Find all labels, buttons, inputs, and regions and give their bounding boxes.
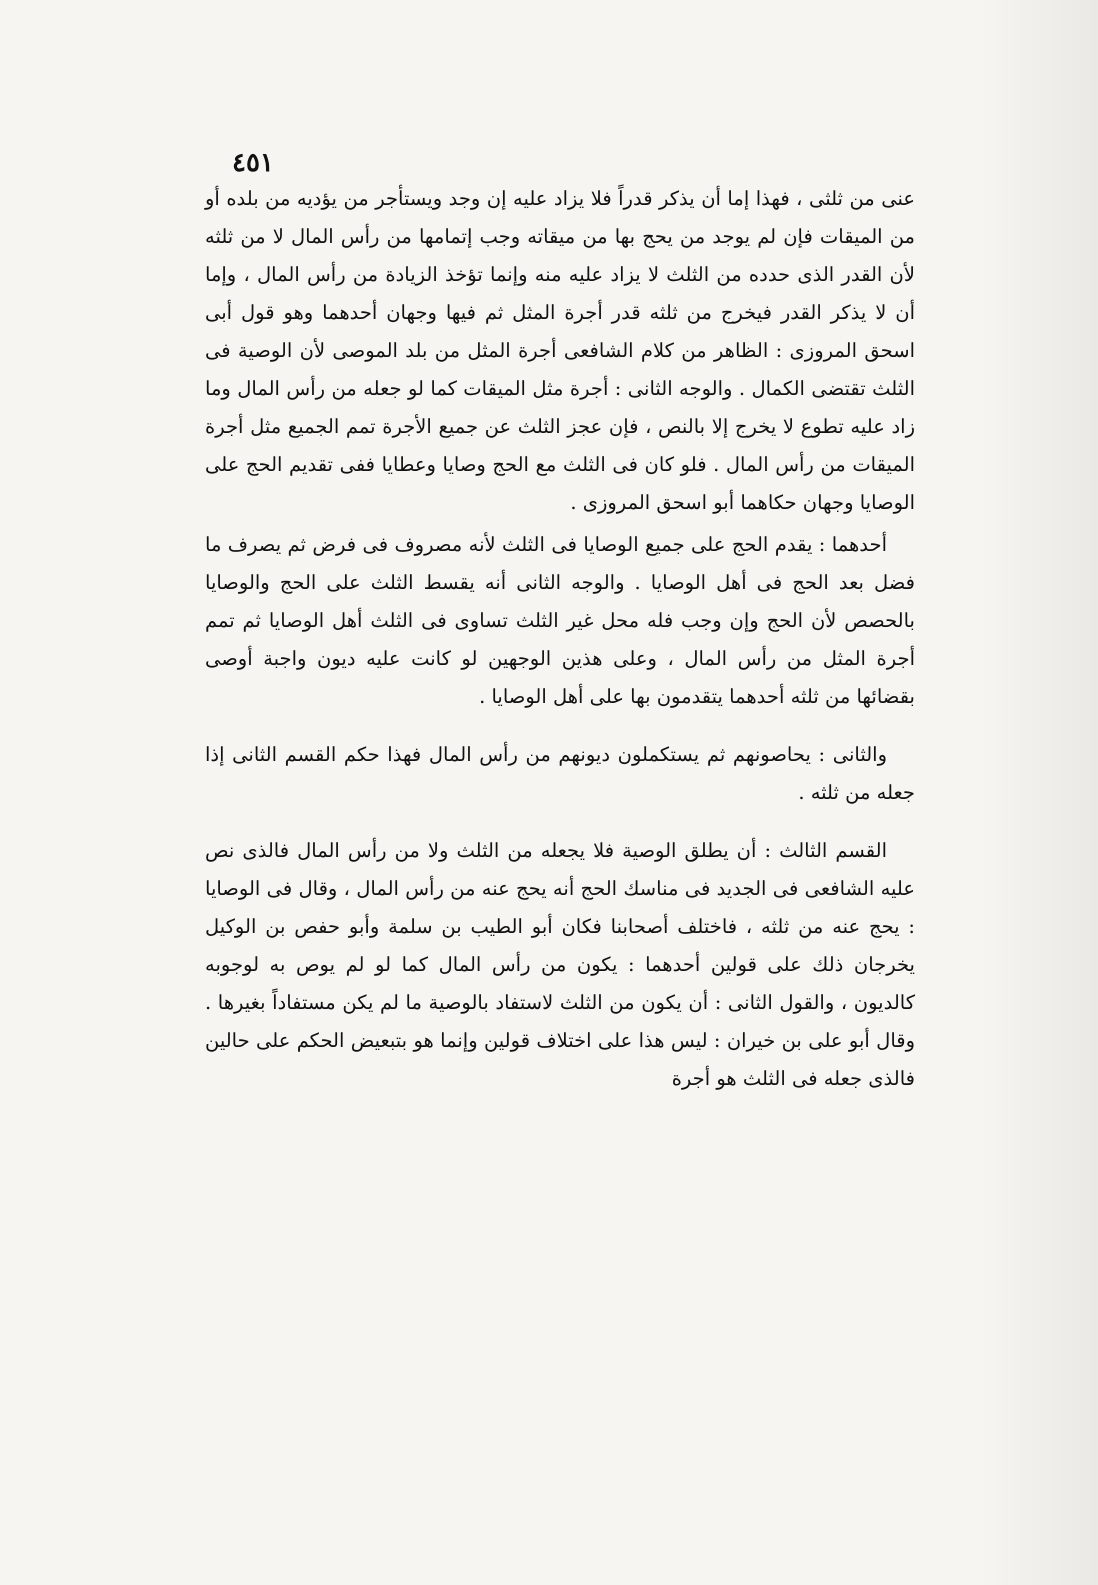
body-text xyxy=(205,180,915,1098)
paragraph: عنى من ثلثى ، فهذا إما أن يذكر قدراً فلا يزاد عليه إن وجد ويستأجر من يؤديه من بلده أو من الميقات فإن لم يوجد من يحج بها من ميقاته وجب إتمامها من رأس المال لا من ثلثه لأن القدر الذى حدده من الثلث لا يزاد عليه منه وإنما تؤخذ الزيادة من رأس المال ، وإما أن لا يذكر القدر فيخرج من ثلثه قدر أجرة المثل ثم فيها وجهان أحدهما وهو قول أبى اسحق المروزى : الظاهر من كلام الشافعى أجرة المثل من بلد الموصى لأن الوصية فى الثلث تقتضى الكمال . والوجه الثانى : أجرة مثل الميقات كما لو جعله من رأس المال وما زاد عليه تطوع لا يخرج إلا بالنص ، فإن عجز الثلث عن جميع الأجرة تمم الجميع مثل أجرة الميقات من رأس المال . فلو كان فى الثلث مع الحج وصايا وعطايا ففى تقديم الحج على الوصايا وجهان حكاهما أبو اسحق المروزى . xyxy=(205,187,916,514)
page-number: ٤٥١ xyxy=(232,148,274,178)
paragraph: أحدهما : يقدم الحج على جميع الوصايا فى الثلث لأنه مصروف فى فرض ثم يصرف ما فضل بعد الحج فى أهل الوصايا . والوجه الثانى أنه يقسط الثلث على الحج والوصايا بالحصص لأن الحج وإن وجب فله محل غير الثلث تساوى فى الثلث أهل الوصايا ثم تمم أجرة المثل من رأس المال ، وعلى هذين الوجهين لو كانت عليه ديون واجبة أوصى بقضائها من ثلثه أحدهما يتقدمون بها على أهل الوصايا . xyxy=(205,533,915,708)
paragraph: القسم الثالث : أن يطلق الوصية فلا يجعله من الثلث ولا من رأس المال فالذى نص عليه الشافعى فى الجديد فى مناسك الحج أنه يحج عنه من رأس المال ، وقال فى الوصايا : يحج عنه من ثلثه ، فاختلف أصحابنا فكان أبو الطيب بن سلمة وأبو حفص بن الوكيل يخرجان ذلك على قولين أحدهما : يكون من رأس المال كما لو لم يوص به لوجوبه كالديون ، والقول الثانى : أن يكون من الثلث لاستفاد بالوصية ما لم يكن مستفاداً بغيرها . وقال أبو على بن خيران : ليس هذا على اختلاف قولين وإنما هو بتبعيض الحكم على حالين فالذى جعله فى الثلث هو أجرة xyxy=(205,839,915,1090)
page-edge-shadow xyxy=(978,0,1098,1585)
paragraph: والثانى : يحاصونهم ثم يستكملون ديونهم من رأس المال فهذا حكم القسم الثانى إذا جعله من ثلثه . xyxy=(205,743,915,804)
